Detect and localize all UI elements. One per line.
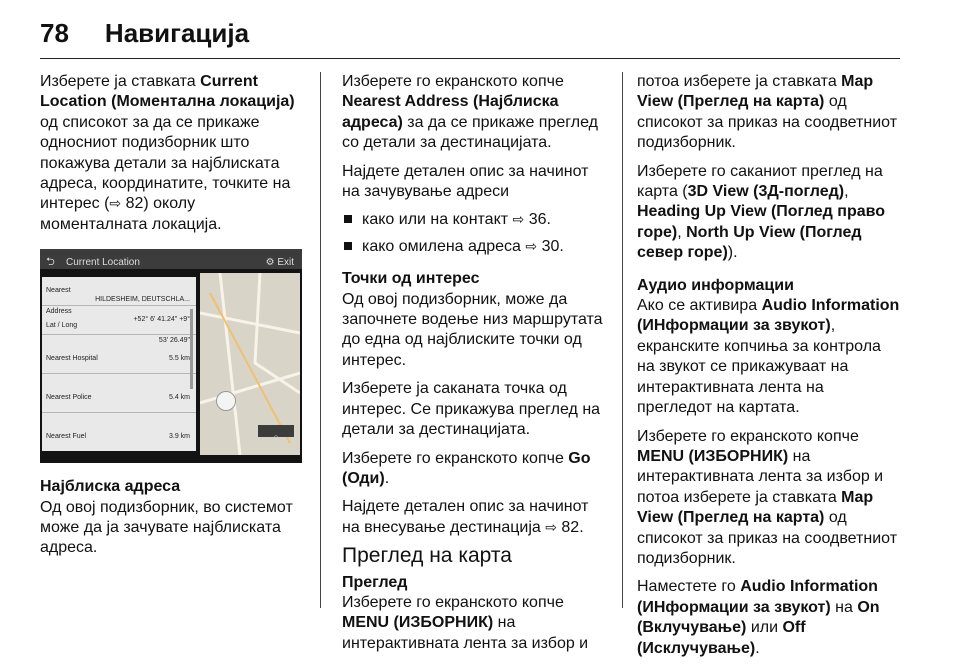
arrow-right-icon: ⇨: [512, 212, 525, 229]
list-item: како омилена адреса ⇨ 30.: [342, 237, 604, 257]
list-item[interactable]: Nearest Address HILDESHEIM, DEUTSCHLA...: [42, 277, 196, 306]
paragraph: Од овој подизборник, во системот може да ја зачувате најблиската адреса.: [40, 498, 293, 557]
column-3: [637, 72, 903, 667]
column-1: [40, 72, 302, 567]
paragraph: Изберете го екранското копче MENU (ИЗБОРНИК) на интерактивната лента за избор и: [342, 593, 589, 652]
button-menu: MENU (ИЗБОРНИК): [342, 614, 494, 632]
paragraph: Изберете го екранското копче MENU (ИЗБОРНИК) на интерактивната лента за избор и потоа изберете ја ставката Map View (Преглед на карта) од списокот за приказ на соодветниот подизборник.: [637, 427, 898, 567]
section-title: Преглед на карта: [342, 544, 512, 568]
scrollbar[interactable]: [190, 309, 193, 389]
exit-icon: ⚙: [265, 257, 275, 269]
section-heading: Преглед: [342, 573, 408, 591]
paragraph: Наместете го Audio Information (ИНформации за звукот) на On (Вклучување) или Off (Исклучување).: [637, 578, 880, 657]
paragraph: Изберете ја саканата точка од интерес. Се прикажува преглед на детали за дестинацијата.: [342, 380, 601, 439]
list-item[interactable]: Nearest Hospital 5.5 km: [42, 335, 196, 374]
paragraph: Најдете детален опис за начинот на зачувување адреси: [342, 162, 589, 201]
paragraph: потоа изберете ја ставката Map View (Преглед на карта) од списокот за приказ на соодветниот подизборник.: [637, 73, 898, 152]
page-reference: 82: [125, 195, 144, 213]
paragraph: Ако се активира Audio Information (ИНформации за звукот), екранските копчиња за контрола на звукот се прикажуваат на интерактивната лента на прегледот на картата.: [637, 297, 900, 417]
page-header: [40, 18, 249, 49]
exit-button[interactable]: ⚙ Exit: [265, 257, 294, 269]
paragraph: Изберете го екранското копче Nearest Address (Најблиска адреса) за да се прикаже преглед со детали за дестинацијата.: [342, 73, 598, 152]
button-go: Go (Оди): [342, 449, 591, 487]
chevron-up-icon[interactable]: ︿: [258, 425, 294, 437]
screen-title: Current Location: [66, 257, 140, 269]
menu-item-map-view: Map View (Преглед на карта): [637, 73, 874, 111]
column-2: [342, 72, 604, 662]
arrow-right-icon: ⇨: [545, 519, 557, 536]
column-divider-2: [622, 72, 623, 608]
section-heading: Точки од интерес: [342, 270, 480, 288]
button-nearest-address: Nearest Address (Најблиска адреса): [342, 93, 559, 131]
list-item[interactable]: Lat / Long +52° 6' 41.24" +9° 53' 26.49": [42, 306, 196, 335]
paragraph: Изберете го екранското копче Go (Оди).: [342, 449, 591, 487]
menu-item-current-location: Current Location (Моментална локација): [40, 73, 295, 111]
paragraph: Најдете детален опис за начинот на внесување дестинација ⇨ 82.: [342, 498, 589, 536]
bullet-icon: [344, 215, 352, 223]
header-rule: [40, 58, 900, 59]
arrow-right-icon: ⇨: [525, 238, 538, 255]
navigation-screenshot: [40, 249, 302, 463]
arrow-right-icon: ⇨: [109, 196, 122, 213]
list-item[interactable]: Nearest Police 5.4 km: [42, 374, 196, 413]
page-number: 78: [40, 18, 69, 48]
paragraph: Од овој подизборник, може да започнете водење низ маршрутата до една од најблиските точки од интерес.: [342, 290, 603, 369]
column-divider-1: [320, 72, 321, 608]
section-heading: Најблиска адреса: [40, 478, 181, 496]
list-item: како или на контакт ⇨ 36.: [342, 210, 604, 230]
paragraph: Изберете го саканиот преглед на карта (3D View (3Д-поглед), Heading Up View (Поглед право горе), North Up View (Поглед север горе)).: [637, 162, 886, 262]
location-details-panel: [42, 277, 196, 451]
back-arrow-icon[interactable]: ⮌: [46, 256, 55, 269]
paragraph: Изберете ја ставката Current Location (Моментална локација) од списокот за да се прикаже односниот подизборник што покажува детали за најблиската адреса, координатите, точките на интерес (⇨ 82) околу моменталната локација.: [40, 73, 295, 233]
bullet-icon: [344, 242, 352, 250]
section-heading: Аудио информации: [637, 276, 794, 294]
list-item[interactable]: Nearest Fuel 3.9 km: [46, 433, 190, 441]
page-title: Навигација: [104, 18, 250, 48]
